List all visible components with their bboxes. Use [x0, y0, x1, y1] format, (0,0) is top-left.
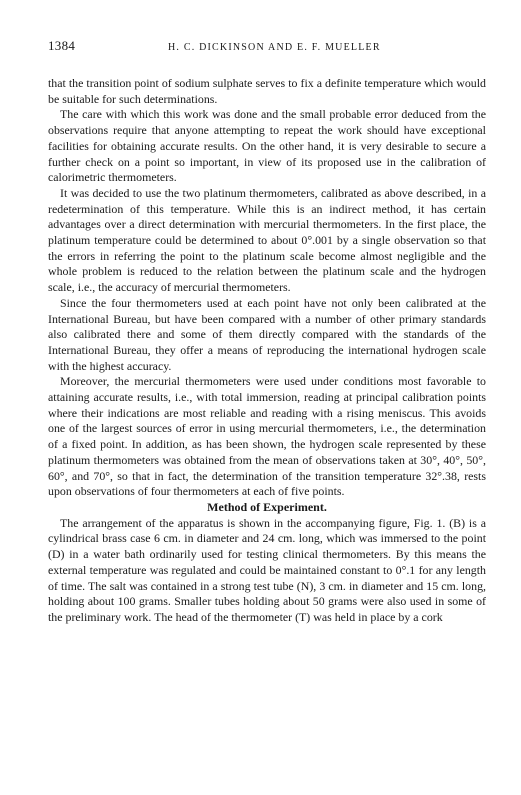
paragraph: Since the four thermometers used at each point have not only been calibrated at the International Bureau, but have been compared with a number of other primary standards also calibrated there and some of them directly compared with the standards of the International Bureau, they offer a means of reproducing the international hydrogen scale with the highest accuracy.: [48, 295, 486, 373]
article-body: [48, 76, 486, 626]
paragraph: Moreover, the mercurial thermometers were used under conditions most favorable to attaining accurate results, i.e., with total immersion, reading at principal calibration points where their indications are most reliable and reading with a rising meniscus. This avoids one of the largest sources of error in using mercurial thermometers, i.e., the determination of a fixed point. In addition, as has been shown, the hydrogen scale represented by these platinum thermometers was obtained from the mean of observations taken at 30°, 40°, 50°, 60°, and 70°, so that in fact, the determination of the transition temperature 32°.38, rests upon observations of four thermometers at each of five points.: [48, 374, 486, 499]
page-number: 1384: [48, 38, 76, 53]
paragraph: It was decided to use the two platinum thermometers, calibrated as above described, in a redetermination of this temperature. While this is an indirect method, it has certain advantages over a direct determination with mercurial thermometers. In the first place, the platinum temperature could be determined to about 0°.001 by a single observation so that the errors in referring the point to the platinum scale become almost negligible and the whole problem is reduced to the relation between the platinum scale and the hydrogen scale, i.e., the accuracy of mercurial thermometers.: [48, 185, 486, 295]
paragraph: The arrangement of the apparatus is shown in the accompanying figure, Fig. 1. (B) is a cylindrical brass case 6 cm. in diameter and 24 cm. long, which was immersed to the point (D) in a water bath ordinarily used for testing clinical thermometers. By this means the external temperature was regulated and could be maintained constant to 0°.1 for any length of time. The salt was contained in a strong test tube (N), 3 cm. in diameter and 15 cm. long, holding about 100 grams. Smaller tubes holding about 50 grams were also used in some of the preliminary work. The head of the thermometer (T) was held in place by a cork: [48, 515, 486, 624]
section-heading: Method of Experiment.: [207, 499, 327, 514]
paragraph: that the transition point of sodium sulphate serves to fix a definite temperature which would be suitable for such determinations.: [48, 76, 486, 106]
journal-page: [48, 38, 486, 626]
running-head: H. C. DICKINSON AND E. F. MUELLER: [168, 42, 381, 53]
paragraph: The care with which this work was done and the small probable error deduced from the observations require that anyone attempting to repeat the work should have exceptional facilities for obtaining accurate results. On the other hand, it is very desirable to secure a further check on a point so important, in view of its proposed use in the calibration of calorimetric thermometers.: [48, 107, 486, 185]
page-header: [48, 38, 486, 58]
